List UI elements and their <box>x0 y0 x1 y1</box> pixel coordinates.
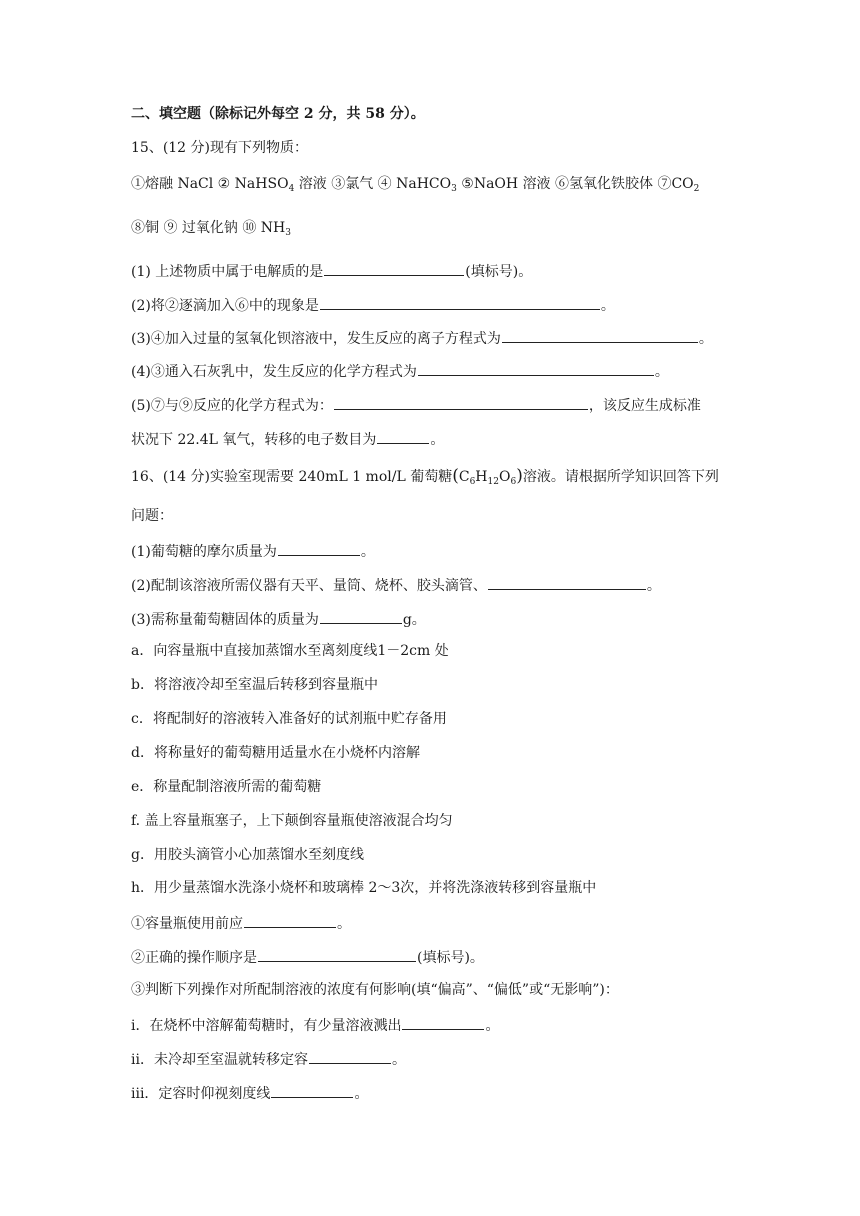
answer-blank[interactable] <box>377 428 429 444</box>
q16-check3: ③判断下列操作对所配制溶液的浓度有何影响(填“偏高”、“偏低”或“无影响”)： <box>131 982 619 998</box>
step-a: a．向容量瓶中直接加蒸馏水至离刻度线1－2cm 处 <box>131 643 449 659</box>
answer-blank[interactable] <box>324 260 464 276</box>
q16-heading-cont: 问题： <box>131 508 173 524</box>
answer-blank[interactable] <box>488 574 646 590</box>
q15-materials-line-1: ①熔融 NaCl ② NaHSO$_4$ 溶液 ③氯气 ④ NaHCO$_3$ ⑤NaOH 溶液 ⑥氢氧化铁胶体 $⑦CO_2$ <box>131 176 700 194</box>
answer-blank[interactable] <box>271 1082 353 1098</box>
q15-sub2: (2)将②逐滴加入⑥中的现象是 。 <box>131 294 615 316</box>
answer-blank[interactable] <box>309 1048 391 1064</box>
section-title: 二、填空题（除标记外每空 2 分，共 58 分）。 <box>131 106 425 122</box>
answer-blank[interactable] <box>502 327 698 343</box>
step-c: c．将配制好的溶液转入准备好的试剂瓶中贮存备用 <box>131 711 447 727</box>
answer-blank[interactable] <box>258 946 416 962</box>
answer-blank[interactable] <box>320 294 600 310</box>
q16-item-i: i．在烧杯中溶解葡萄糖时，有少量溶液溅出 。 <box>131 1014 499 1036</box>
answer-blank[interactable] <box>418 360 654 376</box>
q16-heading: 16、(14 分)实验室现需要 240mL 1 mol/L 葡萄糖$(C_6H_{12}O_6)$溶液。请根据所学知识回答下列 <box>131 466 719 487</box>
q15-sub4: (4)③通入石灰乳中，发生反应的化学方程式为 。 <box>131 360 669 382</box>
answer-blank[interactable] <box>278 540 360 556</box>
step-f: f. 盖上容量瓶塞子，上下颠倒容量瓶使溶液混合均匀 <box>131 813 453 829</box>
q15-sub5-cont: 状况下 22.4L 氧气，转移的电子数目为 。 <box>131 428 444 450</box>
step-e: e．称量配制溶液所需的葡萄糖 <box>131 779 322 795</box>
q16-part3: (3)需称量葡萄糖固体的质量为 g。 <box>131 608 426 630</box>
q15-sub1: (1) 上述物质中属于电解质的是 (填标号)。 <box>131 260 532 282</box>
step-g: g．用胶头滴管小心加蒸馏水至刻度线 <box>131 847 364 863</box>
q16-part2: (2)配制该溶液所需仪器有天平、量筒、烧杯、胶头滴管、 。 <box>131 574 661 596</box>
q16-part1: (1)葡萄糖的摩尔质量为 。 <box>131 540 375 562</box>
q16-check2: ②正确的操作顺序是 (填标号)。 <box>131 946 484 968</box>
q15-sub5: (5)⑦与⑨反应的化学方程式为： ，该反应生成标准 <box>131 394 701 416</box>
q16-item-iii: iii．定容时仰视刻度线 。 <box>131 1082 368 1104</box>
q15-heading: 15、(12 分)现有下列物质： <box>131 140 309 156</box>
step-b: b．将溶液冷却至室温后转移到容量瓶中 <box>131 677 378 693</box>
q16-item-ii: ii．未冷却至室温就转移定容 。 <box>131 1048 406 1070</box>
answer-blank[interactable] <box>320 608 402 624</box>
answer-blank[interactable] <box>334 394 588 410</box>
answer-blank[interactable] <box>244 912 336 928</box>
answer-blank[interactable] <box>402 1014 484 1030</box>
q15-materials-line-2: ⑧铜 ⑨ 过氧化钠 ⑩ $NH_3$ <box>131 220 291 238</box>
step-h: h．用少量蒸馏水洗涤小烧杯和玻璃棒 2～3次，并将洗涤液转移到容量瓶中 <box>131 880 597 896</box>
q15-sub3: (3)④加入过量的氢氧化钡溶液中，发生反应的离子方程式为 。 <box>131 327 713 349</box>
q16-check1: ①容量瓶使用前应 。 <box>131 912 351 934</box>
step-d: d．将称量好的葡萄糖用适量水在小烧杯内溶解 <box>131 745 420 761</box>
